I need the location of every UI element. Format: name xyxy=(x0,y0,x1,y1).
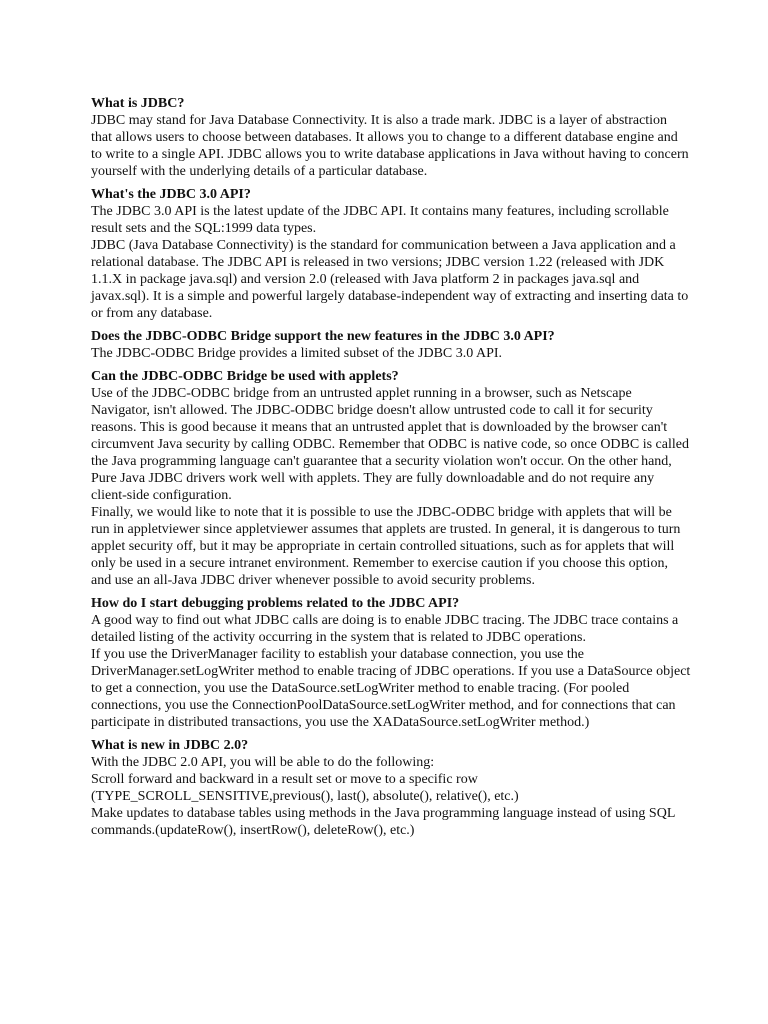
document-page xyxy=(91,95,691,845)
faq-section-what-is-jdbc xyxy=(91,95,691,180)
faq-section-bridge-applets xyxy=(91,368,691,589)
question-heading: How do I start debugging problems related to the JDBC API? xyxy=(91,596,460,611)
answer-paragraph: With the JDBC 2.0 API, you will be able to do the following: xyxy=(91,755,435,770)
answer-paragraph: Use of the JDBC-ODBC bridge from an untrusted applet running in a browser, such as Netscape Navigator, isn't allowed. The JDBC-ODBC bridge doesn't allow untrusted code to call it for security reasons. This is good because it means that an untrusted applet that is downloaded by the browser can't circumvent Java security by calling ODBC. Remember that ODBC is native code, so once ODBC is called the Java programming language can't guarantee that a security violation won't occur. On the other hand, Pure Java JDBC drivers work well with applets. They are fully downloadable and do not require any client-side configuration. xyxy=(91,386,689,503)
question-heading: Can the JDBC-ODBC Bridge be used with applets? xyxy=(91,369,399,384)
faq-section-bridge-support xyxy=(91,328,691,362)
question-heading: What is JDBC? xyxy=(91,96,185,111)
answer-paragraph: A good way to find out what JDBC calls are doing is to enable JDBC tracing. The JDBC trace contains a detailed listing of the activity occurring in the system that is related to JDBC operations. xyxy=(91,613,679,645)
answer-paragraph: JDBC (Java Database Connectivity) is the standard for communication between a Java application and a relational database. The JDBC API is released in two versions; JDBC version 1.22 (released with JDK 1.1.X in package java.sql) and version 2.0 (released with Java platform 2 in packages java.sql and javax.sql). It is a simple and powerful largely database-independent way of extracting and inserting data to or from any database. xyxy=(91,238,689,321)
answer-paragraph: If you use the DriverManager facility to establish your database connection, you use the DriverManager.setLogWriter method to enable tracing of JDBC operations. If you use a DataSource object to get a connection, you use the DataSource.setLogWriter method to enable tracing. (For pooled connections, you use the ConnectionPoolDataSource.setLogWriter method, and for connections that can participate in distributed transactions, you use the XADataSource.setLogWriter method.) xyxy=(91,647,691,730)
answer-paragraph: The JDBC 3.0 API is the latest update of the JDBC API. It contains many features, including scrollable result sets and the SQL:1999 data types. xyxy=(91,204,669,236)
faq-section-jdbc-3-api xyxy=(91,186,691,322)
answer-paragraph: The JDBC-ODBC Bridge provides a limited subset of the JDBC 3.0 API. xyxy=(91,346,503,361)
answer-paragraph: Make updates to database tables using methods in the Java programming language instead of using SQL commands.(updateRow(), insertRow(), deleteRow(), etc.) xyxy=(91,806,675,838)
answer-paragraph: Finally, we would like to note that it is possible to use the JDBC-ODBC bridge with applets that will be run in appletviewer since appletviewer assumes that applets are trusted. In general, it is dangerous to turn applet security off, but it may be appropriate in certain controlled situations, such as for applets that will only be used in a secure intranet environment. Remember to exercise caution if you choose this option, and use an all-Java JDBC driver whenever possible to avoid security problems. xyxy=(91,505,681,588)
faq-section-jdbc-2-new xyxy=(91,737,691,839)
faq-section-debugging xyxy=(91,595,691,731)
answer-paragraph: Scroll forward and backward in a result set or move to a specific row (TYPE_SCROLL_SENSITIVE,previous(), last(), absolute(), relative(), etc.) xyxy=(91,772,519,804)
answer-paragraph: JDBC may stand for Java Database Connectivity. It is also a trade mark. JDBC is a layer of abstraction that allows users to choose between databases. It allows you to change to a different database engine and to write to a single API. JDBC allows you to write database applications in Java without having to concern yourself with the underlying details of a particular database. xyxy=(91,113,689,179)
question-heading: What is new in JDBC 2.0? xyxy=(91,738,249,753)
question-heading: Does the JDBC-ODBC Bridge support the new features in the JDBC 3.0 API? xyxy=(91,329,555,344)
question-heading: What's the JDBC 3.0 API? xyxy=(91,187,251,202)
